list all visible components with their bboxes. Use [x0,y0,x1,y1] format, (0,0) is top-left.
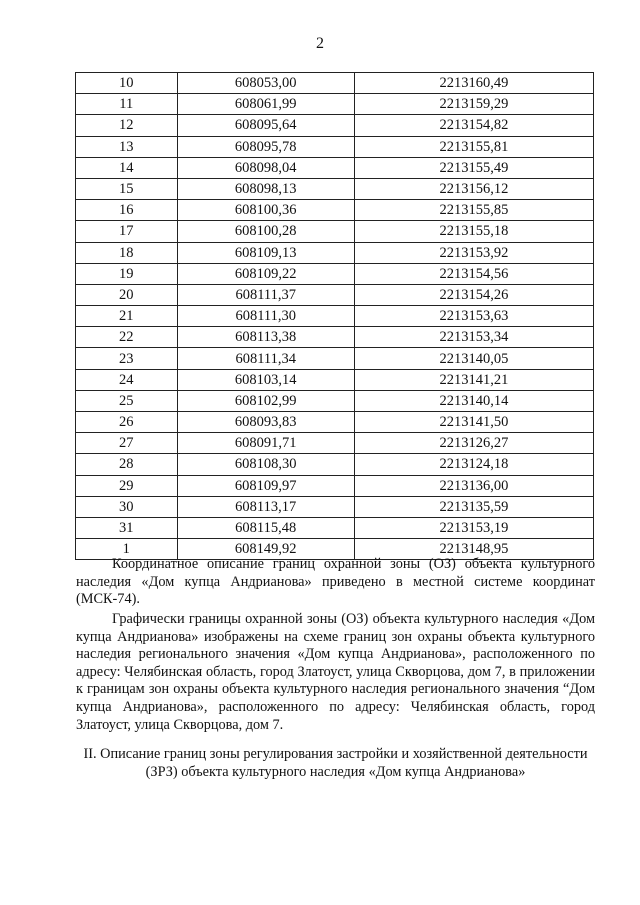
table-row [76,200,594,221]
x-coordinate-cell: 608095,78 [177,136,354,157]
table-row [76,348,594,369]
x-coordinate-cell: 608091,71 [177,433,354,454]
table-row [76,369,594,390]
x-coordinate-cell: 608108,30 [177,454,354,475]
x-coordinate-cell: 608149,92 [177,539,354,560]
point-number-cell: 26 [76,412,178,433]
table-row [76,496,594,517]
table-row [76,242,594,263]
y-coordinate-cell: 2213153,19 [354,517,593,538]
coordinate-description-text: Координатное описание границ охранной зоны (ОЗ) объекта культурного наследия «Дом купца Андрианова» приведено в местной системе координат (МСК-74). [76,556,595,608]
table-row [76,306,594,327]
section-heading: II. Описание границ зоны регулирования застройки и хозяйственной деятельности (ЗРЗ) объекта культурного наследия «Дом купца Андрианова» [83,746,588,780]
x-coordinate-cell: 608111,34 [177,348,354,369]
point-number-cell: 14 [76,157,178,178]
x-coordinate-cell: 608098,04 [177,157,354,178]
table-row [76,115,594,136]
table-row [76,136,594,157]
x-coordinate-cell: 608103,14 [177,369,354,390]
y-coordinate-cell: 2213160,49 [354,73,593,94]
point-number-cell: 20 [76,284,178,305]
point-number-cell: 12 [76,115,178,136]
x-coordinate-cell: 608115,48 [177,517,354,538]
point-number-cell: 1 [76,539,178,560]
point-number-cell: 21 [76,306,178,327]
y-coordinate-cell: 2213141,21 [354,369,593,390]
y-coordinate-cell: 2213153,63 [354,306,593,327]
y-coordinate-cell: 2213155,18 [354,221,593,242]
point-number-cell: 24 [76,369,178,390]
x-coordinate-cell: 608113,17 [177,496,354,517]
point-number-cell: 31 [76,517,178,538]
y-coordinate-cell: 2213154,82 [354,115,593,136]
point-number-cell: 10 [76,73,178,94]
point-number-cell: 15 [76,178,178,199]
x-coordinate-cell: 608109,97 [177,475,354,496]
point-number-cell: 28 [76,454,178,475]
table-row [76,263,594,284]
x-coordinate-cell: 608098,13 [177,178,354,199]
y-coordinate-cell: 2213155,49 [354,157,593,178]
point-number-cell: 13 [76,136,178,157]
y-coordinate-cell: 2213153,92 [354,242,593,263]
table-row [76,517,594,538]
y-coordinate-cell: 2213140,14 [354,390,593,411]
x-coordinate-cell: 608100,36 [177,200,354,221]
table-row [76,327,594,348]
y-coordinate-cell: 2213126,27 [354,433,593,454]
point-number-cell: 27 [76,433,178,454]
table-row [76,390,594,411]
table-row [76,475,594,496]
x-coordinate-cell: 608102,99 [177,390,354,411]
table-row [76,454,594,475]
y-coordinate-cell: 2213154,26 [354,284,593,305]
table-row [76,178,594,199]
y-coordinate-cell: 2213148,95 [354,539,593,560]
point-number-cell: 18 [76,242,178,263]
x-coordinate-cell: 608109,13 [177,242,354,263]
x-coordinate-cell: 608111,37 [177,284,354,305]
y-coordinate-cell: 2213141,50 [354,412,593,433]
point-number-cell: 19 [76,263,178,284]
y-coordinate-cell: 2213135,59 [354,496,593,517]
y-coordinate-cell: 2213153,34 [354,327,593,348]
x-coordinate-cell: 608100,28 [177,221,354,242]
page-number: 2 [316,35,324,52]
point-number-cell: 11 [76,94,178,115]
y-coordinate-cell: 2213155,81 [354,136,593,157]
graphic-boundaries-paragraph [76,611,595,734]
y-coordinate-cell: 2213159,29 [354,94,593,115]
point-number-cell: 30 [76,496,178,517]
y-coordinate-cell: 2213124,18 [354,454,593,475]
table-row [76,157,594,178]
point-number-cell: 25 [76,390,178,411]
table-row [76,412,594,433]
graphic-boundaries-text: Графически границы охранной зоны (ОЗ) объекта культурного наследия «Дом купца Андрианова» изображены на схеме границ зон охраны объекта культурного наследия регионального значения «Дом купца Андрианова», расположенного по адресу: Челябинская область, город Златоуст, улица Скворцова, дом 7, в приложении к границам зон охраны объекта культурного наследия регионального значения “Дом купца Андрианова», расположенного по адресу: Челябинская область, город Златоуст, улица Скворцова, дом 7. [76,611,595,733]
x-coordinate-cell: 608095,64 [177,115,354,136]
y-coordinate-cell: 2213155,85 [354,200,593,221]
x-coordinate-cell: 608111,30 [177,306,354,327]
x-coordinate-cell: 608053,00 [177,73,354,94]
y-coordinate-cell: 2213140,05 [354,348,593,369]
x-coordinate-cell: 608093,83 [177,412,354,433]
point-number-cell: 22 [76,327,178,348]
y-coordinate-cell: 2213154,56 [354,263,593,284]
table-row [76,221,594,242]
table-row [76,284,594,305]
x-coordinate-cell: 608061,99 [177,94,354,115]
coordinates-table-body [76,73,594,560]
coordinates-table [75,72,594,560]
point-number-cell: 17 [76,221,178,242]
table-row [76,73,594,94]
x-coordinate-cell: 608113,38 [177,327,354,348]
table-row [76,433,594,454]
y-coordinate-cell: 2213156,12 [354,178,593,199]
point-number-cell: 23 [76,348,178,369]
point-number-cell: 29 [76,475,178,496]
y-coordinate-cell: 2213136,00 [354,475,593,496]
coordinate-description-paragraph [76,556,595,609]
x-coordinate-cell: 608109,22 [177,263,354,284]
point-number-cell: 16 [76,200,178,221]
table-row [76,94,594,115]
